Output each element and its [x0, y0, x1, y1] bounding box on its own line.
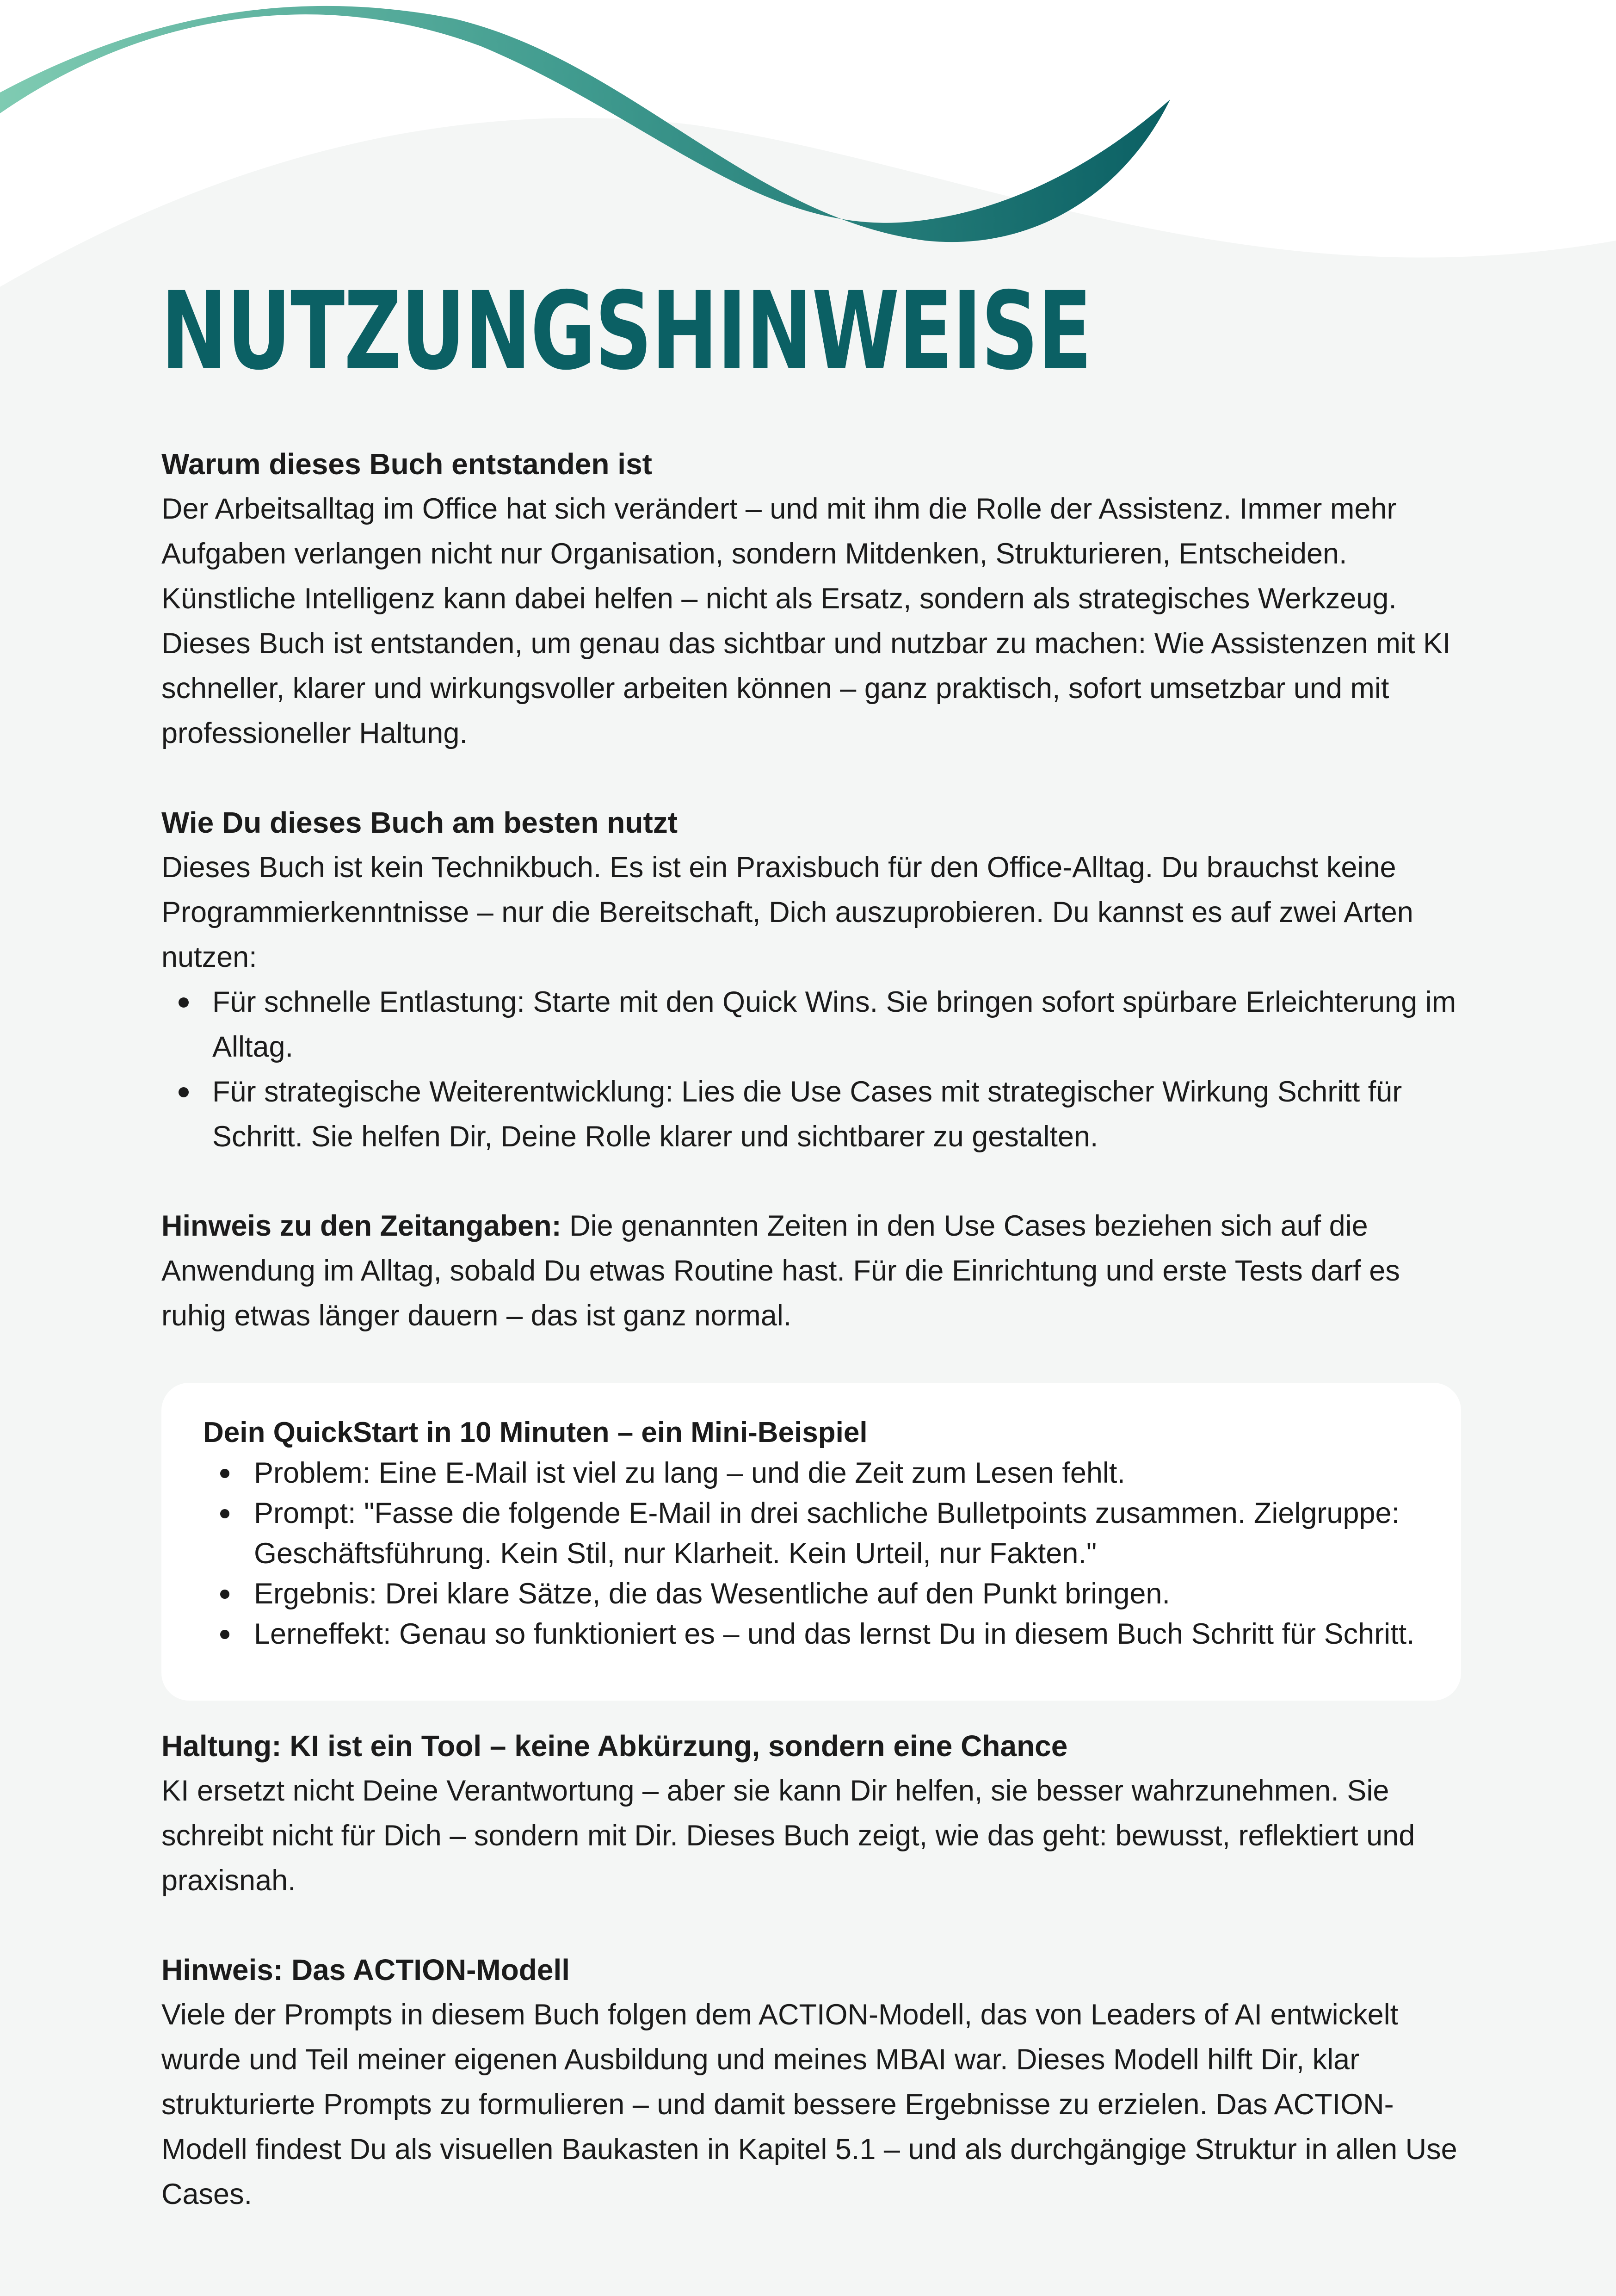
section-time-note [161, 1204, 1461, 1338]
section-heading-why: Warum dieses Buch entstanden ist [161, 447, 652, 481]
section-text-how: Dieses Buch ist kein Technikbuch. Es ist ein Praxisbuch für den Office-Alltag. Du brauchst keine Programmierkenntnisse – nur die Bereitschaft, Dich auszuprobieren. Du kannst es auf zwei Arten nutzen: [161, 851, 1413, 973]
time-note-text: Die genannten Zeiten in den Use Cases beziehen sich auf die Anwendung im Alltag, sobald Du etwas Routine hast. Für die Einrichtung und erste Tests darf es ruhig etwas länger dauern – das ist ganz normal. [161, 1210, 1400, 1332]
quickstart-bullet-list [203, 1453, 1424, 1654]
quickstart-box [161, 1383, 1461, 1701]
list-item: Für strategische Weiterentwicklung: Lies die Use Cases mit strategischer Wirkung Schritt für Schritt. Sie helfen Dir, Deine Rolle klarer und sichtbarer zu gestalten. [212, 1070, 1461, 1159]
section-attitude [161, 1724, 1461, 1903]
section-text-why: Der Arbeitsalltag im Office hat sich verändert – und mit ihm die Rolle der Assistenz. Immer mehr Aufgaben verlangen nicht nur Organisation, sondern Mitdenken, Strukturieren, Entscheiden. Künstliche Intelligenz kann dabei helfen – nicht als Ersatz, sondern als strategisches Werkzeug. Dieses Buch ist entstanden, um genau das sichtbar und nutzbar zu machen: Wie Assistenzen mit KI schneller, klarer und wirkungsvoller arbeiten können – ganz praktisch, sofort umsetzbar und mit professioneller Haltung. [161, 493, 1451, 749]
list-item: Problem: Eine E-Mail ist viel zu lang – und die Zeit zum Lesen fehlt. [254, 1453, 1424, 1493]
list-item: Lerneffekt: Genau so funktioniert es – und das lernst Du in diesem Buch Schritt für Schritt. [254, 1614, 1424, 1654]
section-heading-action-model: Hinweis: Das ACTION-Modell [161, 1953, 570, 1987]
section-heading-attitude: Haltung: KI ist ein Tool – keine Abkürzung, sondern eine Chance [161, 1729, 1068, 1763]
usage-bullet-list [161, 980, 1461, 1159]
section-action-model [161, 1948, 1461, 2217]
section-why [161, 442, 1461, 756]
quickstart-title: Dein QuickStart in 10 Minuten – ein Mini-Beispiel [203, 1417, 868, 1448]
section-heading-how: Wie Du dieses Buch am besten nutzt [161, 806, 678, 839]
page-title: NUTZUNGSHINWEISE [161, 269, 1092, 394]
main-content [161, 442, 1461, 2261]
section-text-attitude: KI ersetzt nicht Deine Verantwortung – aber sie kann Dir helfen, sie besser wahrzunehmen. Sie schreibt nicht für Dich – sondern mit Dir. Dieses Buch zeigt, wie das geht: bewusst, reflektiert und praxisnah. [161, 1775, 1415, 1897]
list-item: Für schnelle Entlastung: Starte mit den Quick Wins. Sie bringen sofort spürbare Erleichterung im Alltag. [212, 980, 1461, 1070]
list-item: Prompt: "Fasse die folgende E-Mail in drei sachliche Bulletpoints zusammen. Zielgruppe: Geschäftsführung. Kein Stil, nur Klarheit. Kein Urteil, nur Fakten." [254, 1493, 1424, 1574]
section-text-action-model: Viele der Prompts in diesem Buch folgen dem ACTION-Modell, das von Leaders of AI entwickelt wurde und Teil meiner eigenen Ausbildung und meines MBAI war. Dieses Modell hilft Dir, klar strukturierte Prompts zu formulieren – und damit bessere Ergebnisse zu erzielen. Das ACTION-Modell findest Du als visuellen Baukasten in Kapitel 5.1 – und als durchgängige Struktur in allen Use Cases. [161, 1999, 1457, 2210]
time-note-label: Hinweis zu den Zeitangaben: [161, 1210, 561, 1242]
list-item: Ergebnis: Drei klare Sätze, die das Wesentliche auf den Punkt bringen. [254, 1574, 1424, 1614]
time-note-paragraph [161, 1204, 1461, 1338]
section-how [161, 800, 1461, 1159]
